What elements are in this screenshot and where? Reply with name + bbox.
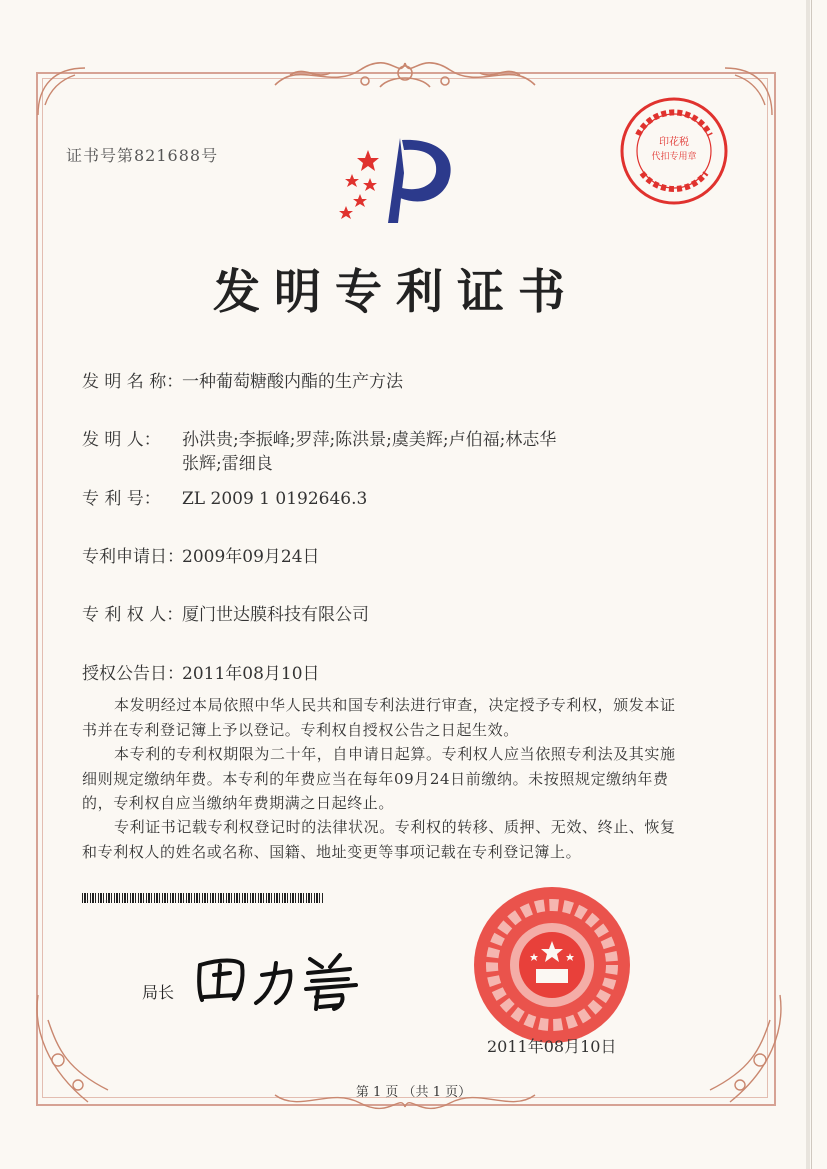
page-footer: 第 1 页 （共 1 页） (355, 1085, 472, 1100)
field-label: 发 明 人： (82, 430, 161, 450)
field-value: 孙洪贵;李振峰;罗萍;陈洪景;虞美辉;卢伯福;林志华 (182, 430, 557, 450)
director-signature (190, 945, 370, 1015)
field-patent-number (82, 484, 367, 509)
national-ip-office-seal (470, 883, 634, 1047)
field-value: 2011年08月10日 (182, 664, 320, 684)
barcode (82, 893, 324, 903)
certificate-number: 证书号第821688号 (66, 146, 219, 165)
field-invention-name (82, 367, 403, 392)
field-grant-date (82, 659, 320, 684)
top-ornament (270, 55, 540, 95)
field-label: 专 利 号： (82, 489, 161, 509)
field-label: 发 明 名 称： (82, 372, 184, 392)
paragraph-legal-status: 专利证书记载专利权登记时的法律状况。专利权的转移、质押、无效、终止、恢复和专利权人的姓名或名称、国籍、地址变更等事项记载在专利登记簿上。 (82, 818, 676, 861)
field-application-date (82, 542, 320, 567)
page-edge-line (811, 0, 812, 1169)
svg-text:印花税: 印花税 (659, 137, 689, 148)
field-patentee (82, 600, 369, 625)
field-value: 厦门世达膜科技有限公司 (182, 605, 369, 625)
field-value: ZL 2009 1 0192646.3 (182, 489, 368, 509)
field-label: 授权公告日： (82, 664, 184, 684)
decorative-inner-border (42, 78, 768, 1098)
patent-office-emblem-icon (330, 128, 460, 228)
corner-ornament-tl (30, 60, 90, 120)
director-label: 局长 (142, 983, 175, 1002)
field-label: 专 利 权 人： (82, 605, 184, 625)
field-value: 2009年09月24日 (182, 547, 320, 567)
field-label: 专利申请日： (82, 547, 184, 567)
field-value: 一种葡萄糖酸内酯的生产方法 (182, 372, 403, 392)
paragraph-term: 本专利的专利权期限为二十年，自申请日起算。专利权人应当依照专利法及其实施细则规定缴纳年费。本专利的年费应当在每年09月24日前缴纳。未按照规定缴纳年费的，专利权自应当缴纳年费期满之日起终止。 (82, 745, 676, 812)
seal-date: 2011年08月10日 (487, 1037, 617, 1056)
svg-text:代扣专用章: 代扣专用章 (651, 152, 697, 162)
field-inventors (82, 425, 556, 450)
document-title: 发明专利证书 (213, 265, 579, 320)
paragraph-grant: 本发明经过本局依照中华人民共和国专利法进行审查，决定授予专利权，颁发本证书并在专利登记簿上予以登记。专利权自授权公告之日起生效。 (82, 696, 676, 739)
page-edge (806, 0, 810, 1169)
field-inventors-continued: 张辉;雷细良 (182, 454, 273, 474)
tax-stamp-seal (618, 95, 730, 207)
